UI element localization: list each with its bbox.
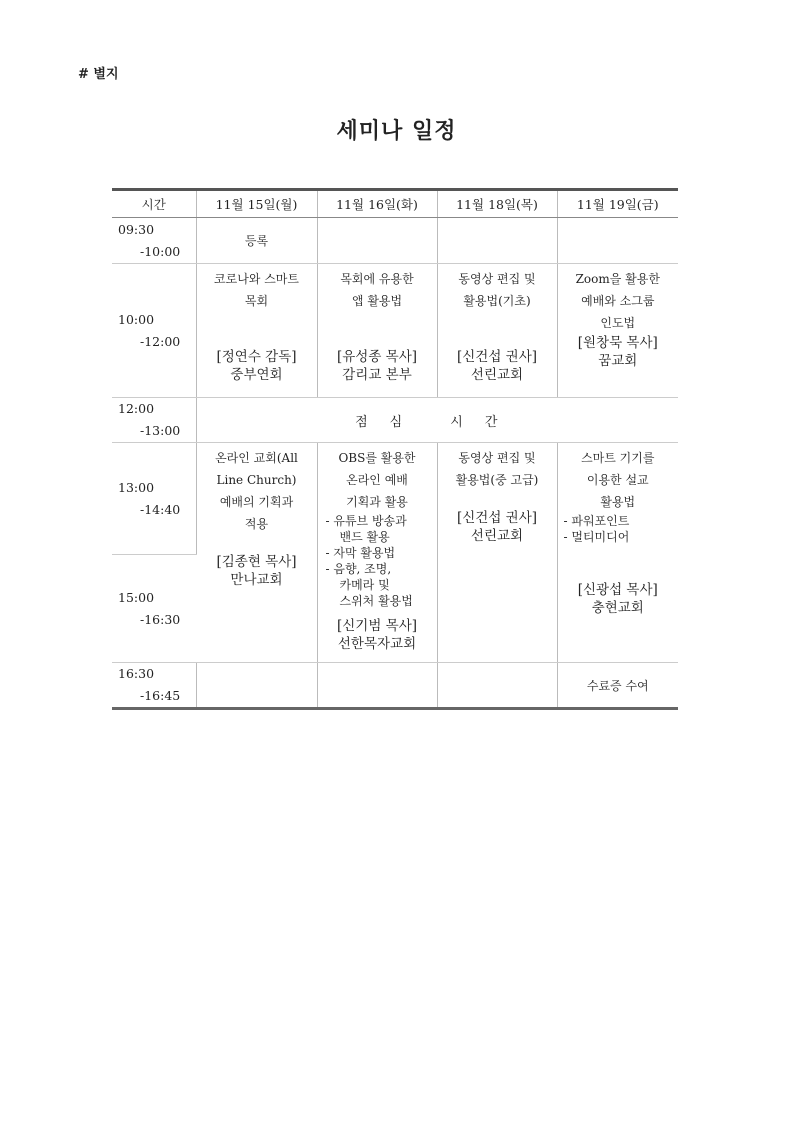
- speaker-name: [신광섭 목사]: [577, 582, 658, 598]
- speaker-name: [원창묵 목사]: [577, 335, 658, 351]
- empty-cell: [317, 663, 437, 709]
- lunch-break-cell: 점심 시간: [196, 398, 678, 443]
- session-bullet: - 멀티미디어: [563, 530, 630, 544]
- session-title-line: 인도법: [600, 316, 636, 330]
- time-start: 12:00: [118, 401, 155, 416]
- time-end: -14:40: [140, 501, 181, 517]
- session-cell: [317, 443, 437, 663]
- time-slot: [112, 663, 196, 709]
- session-cell: [437, 264, 557, 398]
- time-start: 09:30: [118, 221, 155, 237]
- time-slot: [112, 264, 196, 398]
- header-row: [112, 190, 678, 218]
- empty-cell: [557, 218, 678, 264]
- time-slot: [112, 443, 196, 555]
- session-title-line: 활용법: [600, 495, 636, 509]
- session-title-line: 스마트 기기를: [581, 451, 655, 465]
- speaker-org: 만나교회: [230, 572, 283, 588]
- session-title-line: 기획과 활용: [346, 495, 408, 509]
- session-bullet: - 자막 활용법: [325, 546, 396, 560]
- empty-cell: [437, 663, 557, 709]
- session-title-line: OBS를 활용한: [338, 451, 416, 465]
- session-bullet: 스위처 활용법: [339, 594, 413, 608]
- closing-ceremony-cell: 수료증 수여: [557, 663, 678, 709]
- empty-cell: [437, 218, 557, 264]
- session-bullet: - 음향, 조명,: [325, 562, 392, 576]
- session-title-line: Zoom을 활용한: [575, 272, 660, 286]
- session-title-line: 앱 활용법: [351, 294, 403, 308]
- speaker-name: [김종현 목사]: [216, 554, 297, 570]
- time-start: 15:00: [118, 589, 155, 605]
- time-end: -13:00: [140, 423, 181, 438]
- speaker-org: 중부연회: [230, 367, 283, 383]
- speaker-name: [정연수 감독]: [216, 349, 297, 365]
- session-bullet: 밴드 활용: [339, 530, 390, 544]
- time-slot: [112, 555, 196, 663]
- speaker-org: 감리교 본부: [342, 367, 412, 383]
- table-row: [112, 663, 678, 709]
- session-title-line: 코로나와 스마트: [214, 272, 299, 286]
- session-cell: [557, 264, 678, 398]
- session-cell: [557, 443, 678, 663]
- speaker-name: [신건섭 권사]: [456, 349, 538, 365]
- header-day-tue: 11월 16일(화): [317, 190, 437, 218]
- attachment-label: # 별지: [78, 67, 119, 82]
- session-title-line: 적용: [244, 517, 269, 531]
- session-title-line: 동영상 편집 및: [458, 451, 536, 465]
- speaker-name: [신건섭 권사]: [456, 510, 538, 526]
- table-row: [112, 443, 678, 555]
- session-bullet: 카메라 및: [339, 578, 390, 592]
- table-row: [112, 218, 678, 264]
- session-bullet: - 파워포인트: [563, 514, 630, 528]
- header-day-thu: 11월 18일(목): [437, 190, 557, 218]
- time-start: 13:00: [118, 479, 155, 495]
- session-title-line: 동영상 편집 및: [458, 272, 536, 286]
- session-title-line: 이용한 설교: [586, 473, 649, 487]
- session-title-line: 예배의 기획과: [219, 495, 294, 509]
- session-cell: [196, 443, 317, 663]
- session-cell: [437, 443, 557, 663]
- speaker-org: 꿈교회: [598, 353, 638, 369]
- speaker-org: 충현교회: [591, 600, 644, 616]
- session-title-line: 온라인 예배: [346, 473, 408, 487]
- time-slot: [112, 398, 196, 443]
- time-start: 10:00: [118, 311, 155, 327]
- table-row: [112, 398, 678, 443]
- session-bullet: - 유튜브 방송과: [325, 514, 407, 528]
- time-end: -10:00: [140, 243, 181, 259]
- empty-cell: [317, 218, 437, 264]
- session-title-line: 온라인 교회(All: [215, 451, 298, 465]
- registration-cell: 등록: [196, 218, 317, 264]
- speaker-name: [신기범 목사]: [336, 618, 418, 634]
- header-day-fri: 11월 19일(금): [557, 190, 678, 218]
- session-title-line: 활용법(중 고급): [455, 473, 539, 487]
- header-time: 시간: [112, 190, 196, 218]
- session-title-line: 목회에 유용한: [340, 272, 414, 286]
- time-start: 16:30: [118, 666, 155, 681]
- empty-cell: [196, 663, 317, 709]
- session-cell: [317, 264, 437, 398]
- time-end: -16:30: [140, 611, 181, 627]
- speaker-org: 선린교회: [470, 528, 524, 544]
- speaker-org: 선린교회: [470, 367, 524, 383]
- speaker-name: [유성종 목사]: [336, 349, 418, 365]
- time-end: -12:00: [140, 333, 181, 349]
- session-title-line: 활용법(기초): [463, 294, 531, 308]
- header-day-mon: 11월 15일(월): [196, 190, 317, 218]
- page-title: 세미나 일정: [336, 119, 457, 144]
- time-slot: [112, 218, 196, 264]
- session-cell: [196, 264, 317, 398]
- time-end: -16:45: [140, 688, 181, 703]
- session-title-line: 목회: [244, 294, 269, 308]
- table-row: [112, 264, 678, 398]
- speaker-org: 선한목자교회: [337, 636, 417, 652]
- session-title-line: Line Church): [216, 473, 297, 487]
- session-title-line: 예배와 소그룹: [581, 294, 655, 308]
- seminar-schedule-table: [112, 188, 678, 710]
